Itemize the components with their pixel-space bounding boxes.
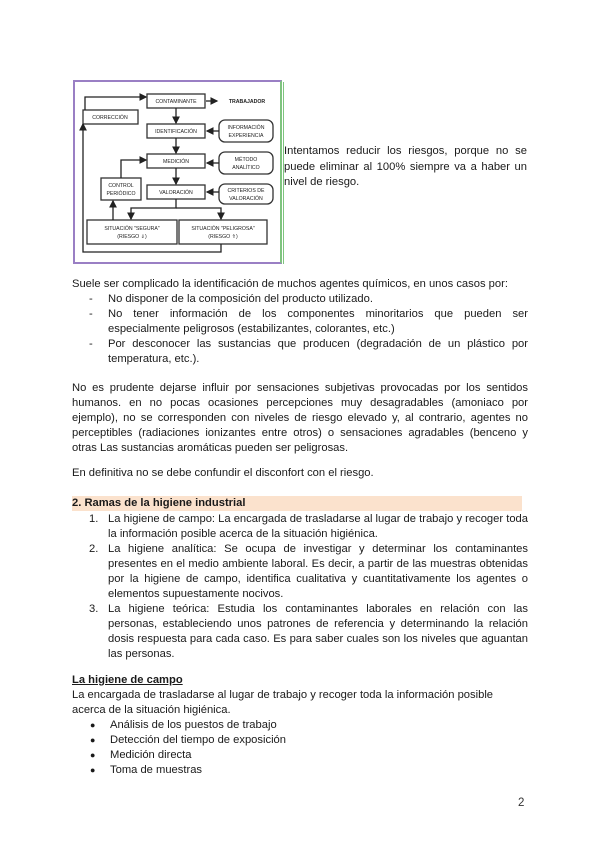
box-metodo-line2: ANALÍTICO: [232, 165, 260, 171]
box-criterios-line2: VALORACIÓN: [229, 196, 263, 202]
dash-marker: -: [89, 293, 93, 305]
box-control-line2: PERIÓDICO: [106, 191, 136, 197]
box-segura-line2: (RIESGO ⇓): [117, 234, 147, 240]
campo-text: La encargada de trasladarse al lugar de trabajo y recoger toda la información posible acerca de la situación higiénica.: [72, 689, 494, 716]
list-item: [72, 602, 528, 662]
list-item: [72, 718, 528, 733]
bullet-icon: ●: [90, 750, 96, 760]
flowchart-graphic: [75, 82, 280, 262]
hygiene-process-diagram: [73, 80, 282, 264]
list-number: 1.: [89, 513, 99, 525]
intro-lead: Suele ser complicado la identificación de muchos agentes químicos, en unos casos por:: [72, 278, 508, 290]
list-item-text: La higiene de campo: La encargada de trasladarse al lugar de trabajo y recoger toda la información posible acerca de la situación higiénica.: [108, 513, 528, 540]
list-item: [72, 337, 528, 367]
conclusion-paragraph: En definitiva no se debe confundir el disconfort con el riesgo.: [72, 467, 374, 479]
box-informacion-line2: EXPERIENCIA: [228, 133, 264, 139]
list-item-text: Por desconocer las sustancias que producen (degradación de un plástico por temperatura, etc.).: [108, 338, 528, 365]
list-item: [72, 748, 528, 763]
box-valoracion: VALORACIÓN: [159, 190, 193, 196]
bullet-icon: ●: [90, 735, 96, 745]
box-trabajador: TRABAJADOR: [228, 99, 266, 105]
bullet-icon: ●: [90, 765, 96, 775]
list-item: [72, 292, 528, 307]
box-segura-line1: SITUACIÓN "SEGURA": [104, 226, 160, 232]
box-informacion-line1: INFORMACIÓN: [227, 125, 265, 131]
list-item: [72, 512, 528, 542]
list-item: [72, 542, 528, 602]
branches-list: [72, 512, 528, 662]
list-item-text: La higiene teórica: Estudia los contaminantes laborales en relación con las personas, estableciendo unos patrones de referencia y determinando la relación dosis respuesta para cada caso. Es para saber cuales son los niveles que aguantan las personas.: [108, 603, 528, 660]
dash-marker: -: [89, 338, 93, 350]
list-item-text: Análisis de los puestos de trabajo: [110, 719, 277, 731]
list-item: [72, 733, 528, 748]
list-item: [72, 307, 528, 337]
branches-section: [72, 512, 528, 662]
campo-section: [72, 673, 528, 778]
senses-paragraph: No es prudente dejarse influir por sensaciones subjetivas provocadas por los sentidos humanos. en no pocas ocasiones percepciones muy desagradables (amoniaco por ejemplo), no se corresponden con niveles de riesgo elevado y, al contrario, agentes no perceptibles (radiaciones ionizantes entre otros) o sensaciones agradables (benceno y otras Las sustancias aromáticas pueden ser peligrosas.: [72, 382, 528, 454]
box-medicion: MEDICIÓN: [163, 159, 189, 165]
campo-heading: La higiene de campo: [72, 674, 183, 686]
list-item-text: No disponer de la composición del producto utilizado.: [108, 293, 373, 305]
box-metodo-line1: MÉTODO: [234, 157, 258, 163]
dash-marker: -: [89, 308, 93, 320]
list-number: 2.: [89, 543, 99, 555]
intro-section: [72, 277, 528, 367]
figure-caption-text: Intentamos reducir los riesgos, porque no se puede eliminar al 100% siempre va a haber un nivel de riesgo.: [284, 145, 527, 188]
list-item-text: No tener información de los componentes minoritarios que pueden ser especialmente peligrosos (estabilizantes, colorantes, etc.): [108, 308, 528, 335]
box-contaminante: CONTAMINANTE: [155, 99, 197, 105]
list-item-text: Detección del tiempo de exposición: [110, 734, 286, 746]
box-peligrosa-line2: (RIESGO ⇑): [208, 234, 238, 240]
intro-list: [72, 292, 528, 367]
box-criterios-line1: CRITERIOS DE: [227, 188, 265, 194]
list-item: [72, 763, 528, 778]
list-item-text: Toma de muestras: [110, 764, 203, 776]
page-number: 2: [518, 797, 525, 809]
box-identificacion: IDENTIFICACIÓN: [155, 129, 197, 135]
list-item-text: Medición directa: [110, 749, 192, 761]
bullet-icon: ●: [90, 720, 96, 730]
box-control-line1: CONTROL: [108, 183, 134, 189]
box-peligrosa-line1: SITUACIÓN "PELIGROSA": [191, 226, 255, 232]
box-correccion: CORRECCIÓN: [92, 115, 128, 121]
campo-list: [72, 718, 528, 778]
list-item-text: La higiene analítica: Se ocupa de investigar y determinar los contaminantes presentes en el medio ambiente laboral. Es decir, a partir de las muestras obtenidas por la higiene de campo, identifica cualitativa y cuantitativamente los agentes o elementos supuestamente nocivos.: [108, 543, 528, 600]
list-number: 3.: [89, 603, 99, 615]
section-heading: 2. Ramas de la higiene industrial: [72, 496, 522, 511]
